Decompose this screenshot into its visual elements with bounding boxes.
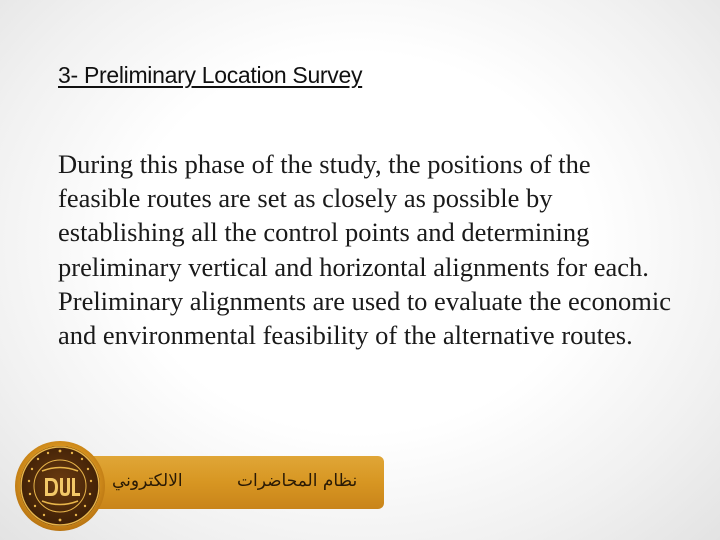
footer-electronic-label: الالكتروني [112, 471, 183, 491]
footer-banner [12, 438, 374, 538]
footer-lectures-system-label: نظام المحاضرات [237, 471, 358, 491]
slide-title: 3- Preliminary Location Survey [58, 62, 363, 88]
university-seal-icon [12, 438, 108, 534]
slide-body-text: During this phase of the study, the positions of the feasible routes are set as closely as possible by establishing all the control points and determining preliminary vertical and horizontal alignments for each. Preliminary alignments are used to evaluate the economic and environmental feasibility of the alternative routes. [58, 149, 671, 351]
